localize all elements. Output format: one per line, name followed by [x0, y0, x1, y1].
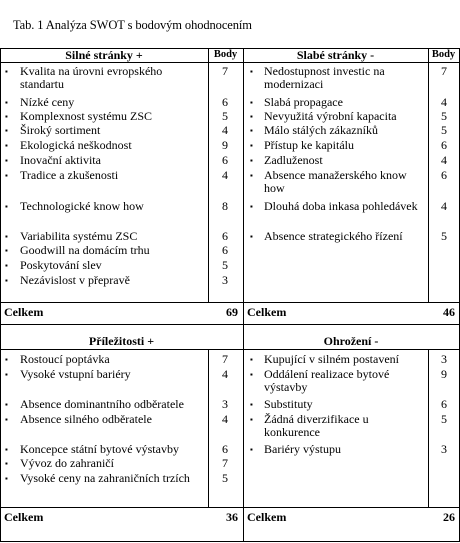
threats-header: Ohrožení -	[323, 334, 379, 348]
bullet-icon: ▪	[250, 400, 253, 409]
weaknesses-item-score: 4	[441, 153, 447, 167]
opportunities-total: 36	[226, 510, 238, 524]
bullet-icon: ▪	[5, 474, 8, 483]
opportunities-item-label: Absence dominantního odběratele	[20, 397, 184, 411]
strengths-item-label: Ekologická neškodnost	[20, 138, 132, 152]
weaknesses-score-header: Body	[431, 49, 456, 60]
bullet-icon: ▪	[5, 459, 8, 468]
weaknesses-item-score: 6	[441, 168, 447, 182]
weaknesses-item-score: 5	[441, 123, 447, 137]
threats-item-label: Žádná diverzifikace u konkurence	[264, 412, 369, 439]
rule-middle	[243, 48, 244, 542]
bullet-icon: ▪	[5, 355, 8, 364]
bullet-icon: ▪	[5, 415, 8, 424]
threats-item-score: 6	[441, 397, 447, 411]
bullet-icon: ▪	[250, 445, 253, 454]
strengths-item-label: Variabilita systému ZSC	[20, 229, 138, 243]
strengths-total-label: Celkem	[4, 305, 44, 319]
strengths-item-score: 3	[222, 273, 228, 287]
weaknesses-item-score: 4	[441, 95, 447, 109]
strengths-item-label: Goodwill na domácím trhu	[20, 243, 150, 257]
opportunities-item-label: Vysoké vstupní bariéry	[20, 367, 131, 381]
opportunities-item-score: 7	[222, 456, 228, 470]
threats-item-score: 3	[441, 442, 447, 456]
strengths-item-score: 5	[222, 109, 228, 123]
threats-item-score: 5	[441, 412, 447, 426]
bullet-icon: ▪	[250, 355, 253, 364]
strengths-item-label: Poskytování slev	[20, 258, 102, 272]
threats-item-score: 3	[441, 352, 447, 366]
opportunities-item-score: 4	[222, 367, 228, 381]
weaknesses-item-label: Přístup ke kapitálu	[264, 138, 354, 152]
strengths-item-score: 9	[222, 138, 228, 152]
weaknesses-item-score: 5	[441, 109, 447, 123]
opportunities-item-label: Koncepce státní bytové výstavby	[20, 442, 179, 456]
opportunities-item-score: 4	[222, 412, 228, 426]
bullet-icon: ▪	[250, 415, 253, 424]
bullet-icon: ▪	[5, 112, 8, 121]
strengths-item-label: Technologické know how	[20, 199, 144, 213]
opportunities-item-score: 5	[222, 471, 228, 485]
bullet-icon: ▪	[250, 232, 253, 241]
threats-item-label: Substituty	[264, 397, 313, 411]
bullet-icon: ▪	[250, 156, 253, 165]
swot-table	[0, 48, 460, 542]
bullet-icon: ▪	[5, 232, 8, 241]
bullet-icon: ▪	[250, 98, 253, 107]
threats-total: 26	[443, 510, 455, 524]
strengths-item-label: Nízké ceny	[20, 95, 75, 109]
opportunities-item-score: 7	[222, 352, 228, 366]
opportunities-item-label: Rostoucí poptávka	[20, 352, 110, 366]
strengths-item-score: 4	[222, 168, 228, 182]
strengths-item-score: 6	[222, 153, 228, 167]
opportunities-item-label: Absence silného odběratele	[20, 412, 152, 426]
rule-opportunities-score	[208, 349, 209, 507]
rule-left	[0, 48, 1, 542]
strengths-item-label: Nezávislost v přepravě	[20, 273, 130, 287]
weaknesses-item-score: 4	[441, 199, 447, 213]
opportunities-item-label: Vysoké ceny na zahraničních trzích	[20, 471, 190, 485]
strengths-item-score: 7	[222, 64, 228, 78]
bullet-icon: ▪	[250, 171, 253, 180]
strengths-total: 69	[226, 305, 238, 319]
bullet-icon: ▪	[5, 171, 8, 180]
strengths-item-label: Kvalita na úrovni evropského standartu	[20, 64, 163, 91]
bullet-icon: ▪	[250, 370, 253, 379]
bullet-icon: ▪	[250, 112, 253, 121]
bullet-icon: ▪	[5, 202, 8, 211]
weaknesses-item-label: Dlouhá doba inkasa pohledávek	[264, 199, 418, 213]
bullet-icon: ▪	[250, 202, 253, 211]
bullet-icon: ▪	[250, 67, 253, 76]
weaknesses-item-score: 6	[441, 138, 447, 152]
bullet-icon: ▪	[5, 126, 8, 135]
bullet-icon: ▪	[5, 246, 8, 255]
weaknesses-total: 46	[443, 305, 455, 319]
rule-upper-total-bottom	[0, 324, 460, 325]
bullet-icon: ▪	[5, 156, 8, 165]
strengths-score-header: Body	[213, 49, 238, 60]
bullet-icon: ▪	[5, 141, 8, 150]
threats-item-label: Oddálení realizace bytové výstavby	[264, 367, 390, 394]
table-caption: Tab. 1 Analýza SWOT s bodovým ohodnocením	[13, 18, 252, 32]
rule-lower-total-top	[0, 507, 460, 508]
rule-lower-header-bottom	[0, 349, 460, 350]
bullet-icon: ▪	[5, 445, 8, 454]
weaknesses-item-label: Nedostupnost investic na modernizaci	[264, 64, 385, 91]
weaknesses-item-score: 5	[441, 229, 447, 243]
bullet-icon: ▪	[5, 67, 8, 76]
strengths-item-label: Široký sortiment	[20, 123, 101, 137]
bullet-icon: ▪	[5, 276, 8, 285]
weaknesses-item-label: Absence strategického řízení	[264, 229, 403, 243]
bullet-icon: ▪	[250, 141, 253, 150]
opportunities-item-score: 3	[222, 397, 228, 411]
strengths-item-label: Komplexnost systému ZSC	[20, 109, 153, 123]
weaknesses-total-label: Celkem	[247, 305, 287, 319]
bullet-icon: ▪	[5, 98, 8, 107]
bullet-icon: ▪	[5, 400, 8, 409]
strengths-item-label: Tradice a zkušenosti	[20, 168, 119, 182]
strengths-item-score: 6	[222, 229, 228, 243]
opportunities-total-label: Celkem	[4, 510, 44, 524]
strengths-item-score: 6	[222, 243, 228, 257]
opportunities-item-score: 6	[222, 442, 228, 456]
bullet-icon: ▪	[5, 370, 8, 379]
bullet-icon: ▪	[5, 261, 8, 270]
rule-upper-total-top	[0, 302, 460, 303]
strengths-item-score: 8	[222, 199, 228, 213]
rule-threats-score	[428, 349, 429, 507]
strengths-item-score: 4	[222, 123, 228, 137]
rule-strengths-score	[208, 48, 209, 302]
bullet-icon: ▪	[250, 126, 253, 135]
strengths-item-score: 5	[222, 258, 228, 272]
rule-bottom	[0, 541, 460, 542]
weaknesses-item-score: 7	[441, 64, 447, 78]
weaknesses-header: Slabé stránky -	[296, 48, 375, 62]
strengths-item-score: 6	[222, 95, 228, 109]
threats-item-label: Kupující v silném postavení	[264, 352, 399, 366]
strengths-header: Silné stránky +	[65, 48, 143, 62]
rule-weaknesses-score	[428, 48, 429, 302]
opportunities-header: Příležitosti +	[88, 334, 155, 348]
weaknesses-item-label: Nevyužitá výrobní kapacita	[264, 109, 397, 123]
weaknesses-item-label: Absence manažerského know how	[264, 168, 407, 195]
weaknesses-item-label: Slabá propagace	[264, 95, 343, 109]
opportunities-item-label: Vývoz do zahraničí	[20, 456, 114, 470]
threats-total-label: Celkem	[247, 510, 287, 524]
threats-item-score: 9	[441, 367, 447, 381]
strengths-item-label: Inovační aktivita	[20, 153, 101, 167]
weaknesses-item-label: Málo stálých zákazníků	[264, 123, 378, 137]
threats-item-label: Bariéry výstupu	[264, 442, 341, 456]
weaknesses-item-label: Zadluženost	[264, 153, 323, 167]
